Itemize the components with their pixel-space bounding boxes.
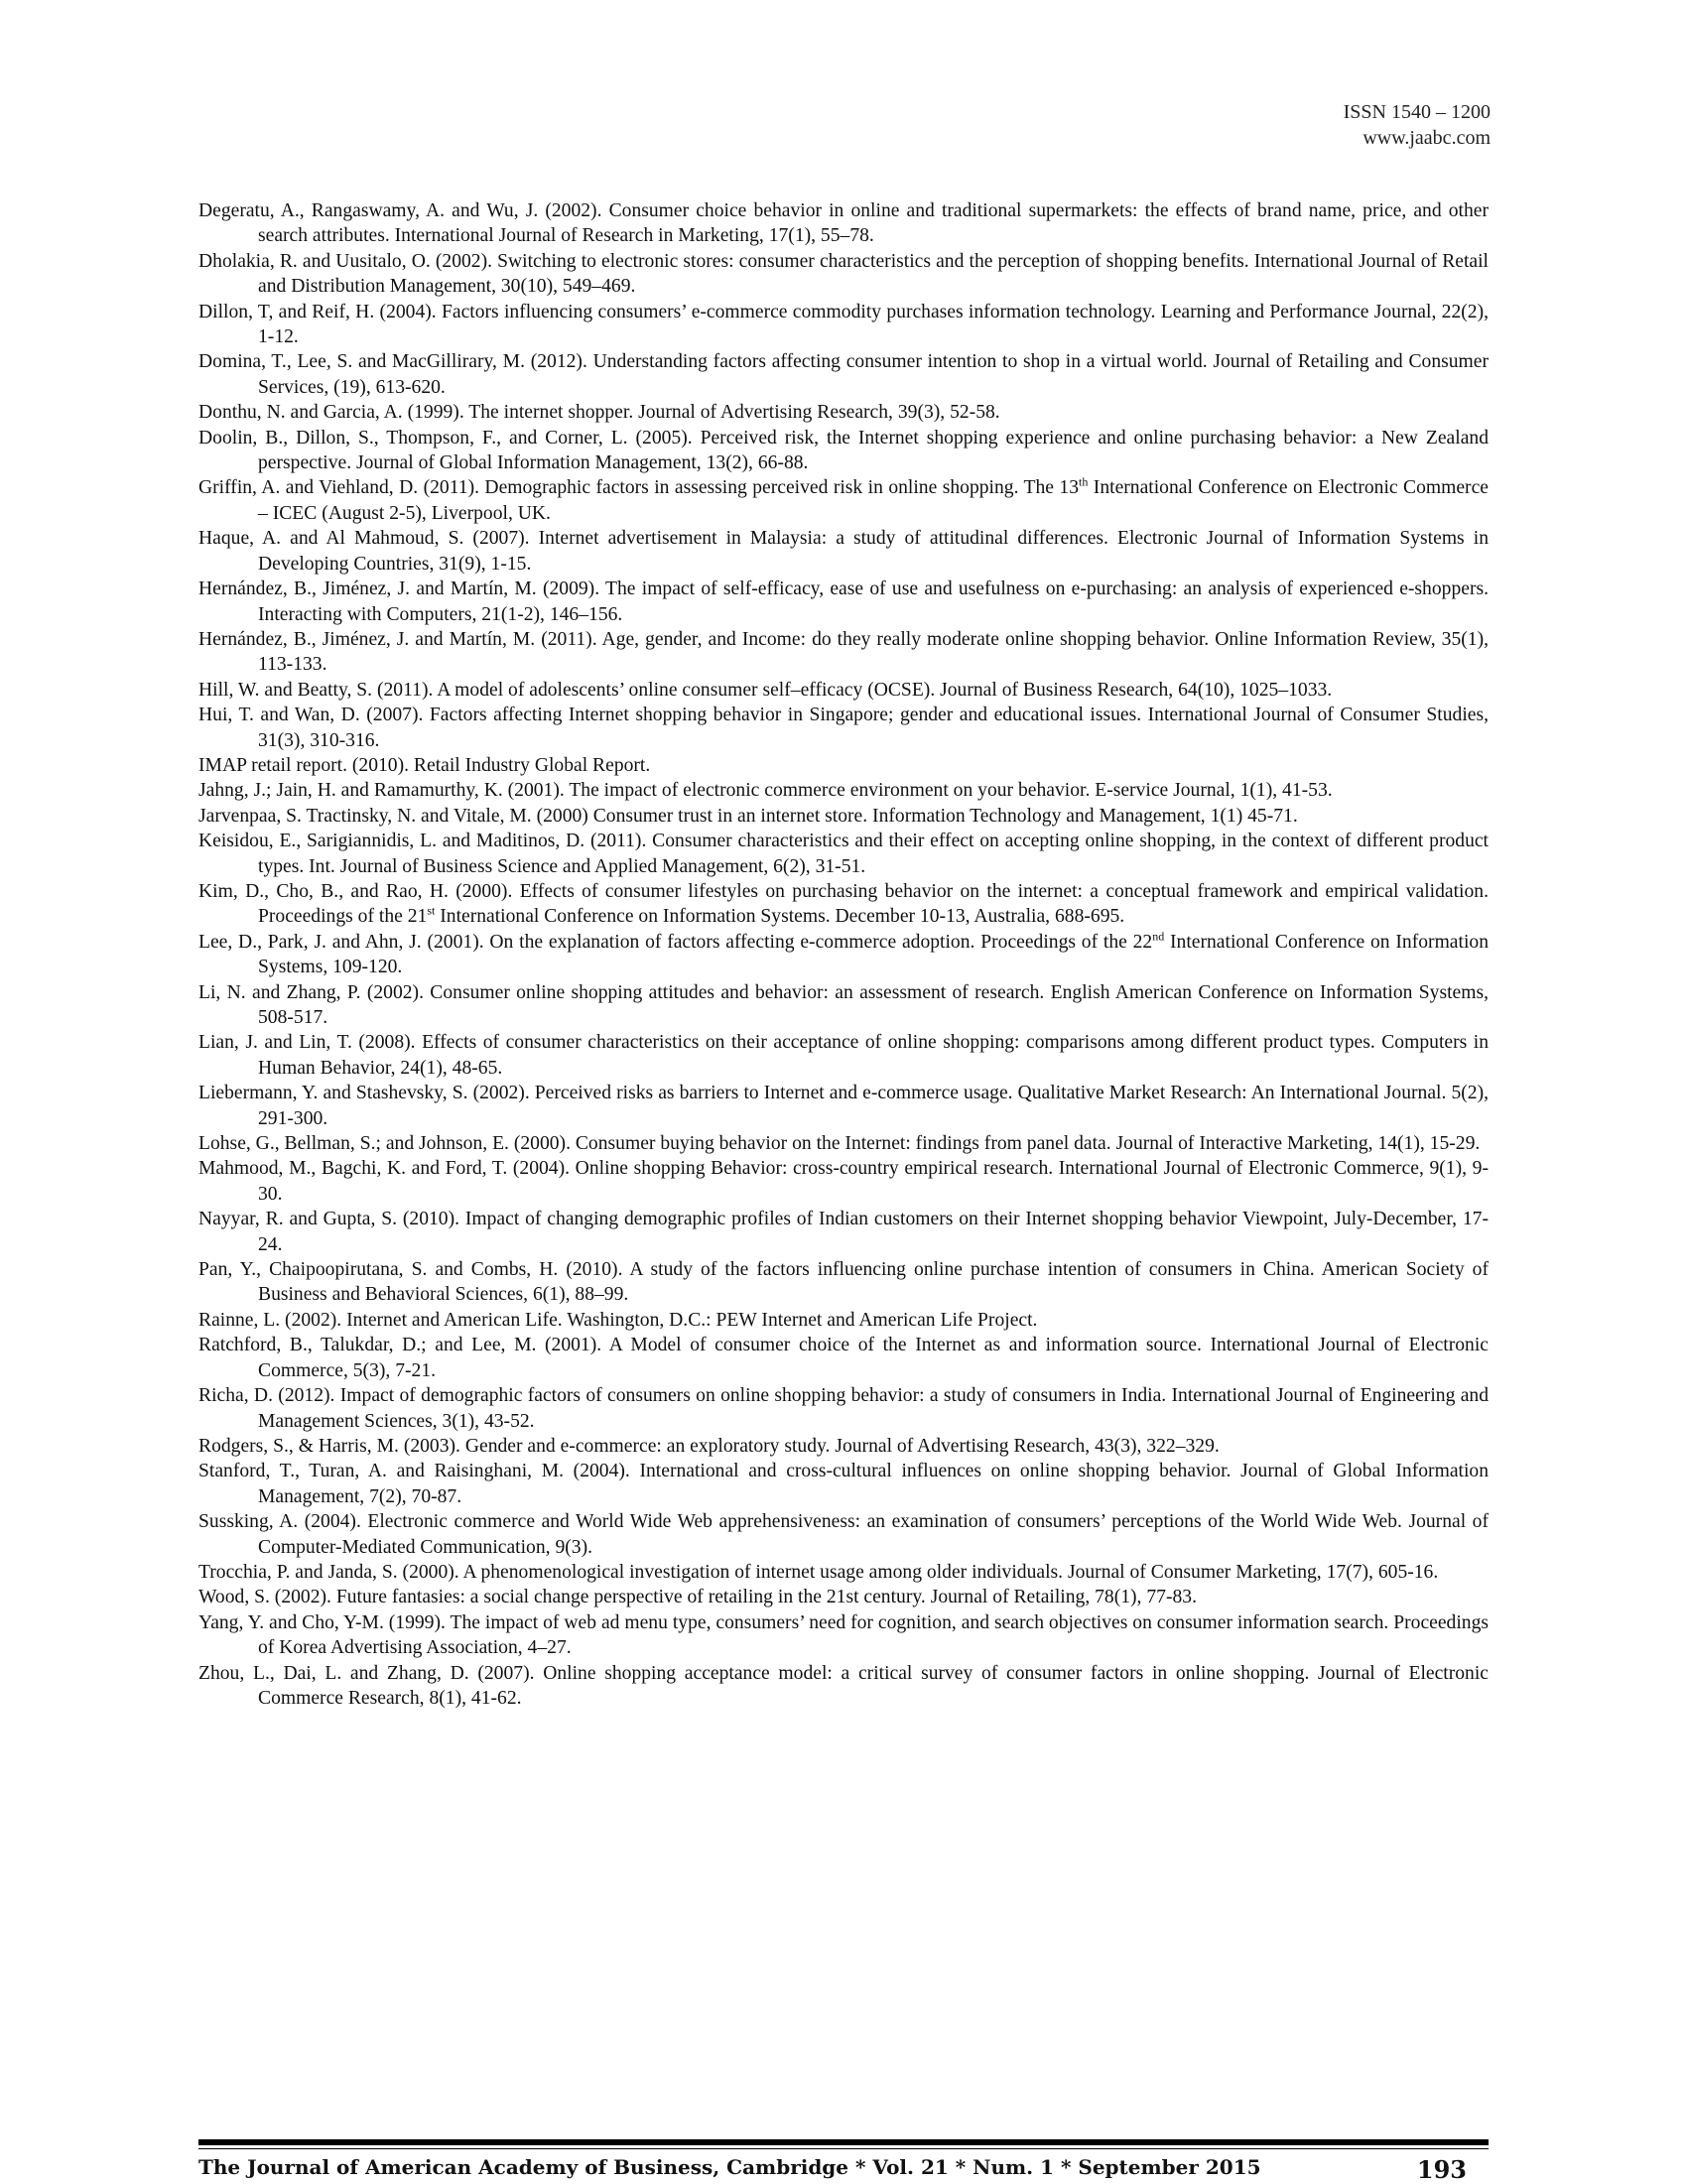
reference-text: Lohse, G., Bellman, S.; and Johnson, E. (2000). Consumer buying behavior on the Internet: findings from panel data. Journal of Interactive Marketing, 14(1), 15-29.: [198, 1133, 1481, 1155]
reference-item: [198, 879, 1489, 930]
reference-item: [198, 1585, 1489, 1609]
reference-item: [198, 249, 1489, 300]
reference-text: Nayyar, R. and Gupta, S. (2010). Impact of changing demographic profiles of Indian customers on their Internet shopping behavior Viewpoint, July-December, 17-24.: [198, 1209, 1489, 1255]
reference-item: [198, 1459, 1489, 1509]
reference-item: [198, 1383, 1489, 1434]
reference-text: Stanford, T., Turan, A. and Raisinghani, M. (2004). International and cross-cultural influences on online shopping behavior. Journal of Global Information Management, 7(2), 70-87.: [198, 1461, 1489, 1507]
reference-item: [198, 980, 1489, 1031]
reference-item: [198, 1131, 1489, 1156]
reference-text: Hui, T. and Wan, D. (2007). Factors affecting Internet shopping behavior in Singapore; gender and educational issues. International Journal of Consumer Studies, 31(3), 310-316.: [198, 705, 1489, 751]
reference-text: Donthu, N. and Garcia, A. (1999). The internet shopper. Journal of Advertising Research, 39(3), 52-58.: [198, 402, 1000, 424]
reference-superscript: th: [1079, 474, 1089, 489]
reference-text: Lee, D., Park, J. and Ahn, J. (2001). On the explanation of factors affecting e-commerce adoption. Proceedings of the 22: [198, 931, 1153, 953]
reference-text: Richa, D. (2012). Impact of demographic factors of consumers on online shopping behavior: a study of consumers in India. International Journal of Engineering and Management Sciences, 3(1), 43-52.: [198, 1385, 1489, 1432]
reference-text: IMAP retail report. (2010). Retail Industry Global Report.: [198, 754, 651, 776]
reference-item: [198, 1030, 1489, 1081]
reference-item: [198, 778, 1489, 803]
reference-item: [198, 1308, 1489, 1333]
reference-text: Pan, Y., Chaipoopirutana, S. and Combs, H. (2010). A study of the factors influencing online purchase intention of consumers in China. American Society of Business and Behavioral Sciences, 6(1), 88–99.: [198, 1259, 1489, 1306]
reference-item: [198, 753, 1489, 778]
reference-item: [198, 1661, 1489, 1712]
reference-item: [198, 349, 1489, 400]
reference-text: Sussking, A. (2004). Electronic commerce and World Wide Web apprehensiveness: an examination of consumers’ perceptions of the World Wide Web. Journal of Computer-Mediated Communication, 9(3).: [198, 1511, 1489, 1558]
reference-item: [198, 1610, 1489, 1661]
reference-item: [198, 1156, 1489, 1207]
reference-text: Zhou, L., Dai, L. and Zhang, D. (2007). Online shopping acceptance model: a critical survey of consumer factors in online shopping. Journal of Electronic Commerce Research, 8(1), 41-62.: [198, 1662, 1489, 1709]
reference-item: [198, 627, 1489, 678]
reference-text: Mahmood, M., Bagchi, K. and Ford, T. (2004). Online shopping Behavior: cross-country empirical research. International Journal of Electronic Commerce, 9(1), 9-30.: [198, 1158, 1489, 1205]
reference-text: Degeratu, A., Rangaswamy, A. and Wu, J. (2002). Consumer choice behavior in online and traditional supermarkets: the effects of brand name, price, and other search attributes. International Journal of Research in Marketing, 17(1), 55–78.: [198, 200, 1489, 247]
reference-item: [198, 1509, 1489, 1560]
reference-text: Jarvenpaa, S. Tractinsky, N. and Vitale, M. (2000) Consumer trust in an internet store. Information Technology and Management, 1(1) 45-71.: [198, 805, 1298, 827]
website-label: www.jaabc.com: [1363, 127, 1491, 149]
reference-text: Li, N. and Zhang, P. (2002). Consumer online shopping attitudes and behavior: an assessment of research. English American Conference on Information Systems, 508-517.: [198, 981, 1489, 1028]
reference-item: [198, 1333, 1489, 1383]
reference-item: [198, 526, 1489, 577]
reference-text: Jahng, J.; Jain, H. and Ramamurthy, K. (2001). The impact of electronic commerce environment on your behavior. E-service Journal, 1(1), 41-53.: [198, 780, 1333, 802]
reference-text: Hernández, B., Jiménez, J. and Martín, M. (2009). The impact of self-efficacy, ease of use and usefulness on e-purchasing: an analysis of experienced e-shoppers. Interacting with Computers, 21(1-2), 146–156.: [198, 578, 1489, 625]
reference-list: [198, 198, 1489, 1711]
reference-item: [198, 426, 1489, 476]
reference-text: Keisidou, E., Sarigiannidis, L. and Maditinos, D. (2011). Consumer characteristics and their effect on accepting online shopping, in the context of different product types. Int. Journal of Business Science and Applied Management, 6(2), 31-51.: [198, 831, 1489, 877]
reference-item: [198, 1081, 1489, 1131]
reference-text: Trocchia, P. and Janda, S. (2000). A phenomenological investigation of internet usage among older individuals. Journal of Consumer Marketing, 17(7), 605-16.: [198, 1561, 1439, 1583]
reference-text: Griffin, A. and Viehland, D. (2011). Demographic factors in assessing perceived risk in online shopping. The 13: [198, 477, 1080, 499]
reference-item: [198, 300, 1489, 350]
reference-text: Dillon, T, and Reif, H. (2004). Factors influencing consumers’ e-commerce commodity purchases information technology. Learning and Performance Journal, 22(2), 1-12.: [198, 301, 1489, 348]
reference-item: [198, 198, 1489, 249]
reference-text: Liebermann, Y. and Stashevsky, S. (2002). Perceived risks as barriers to Internet and e-commerce usage. Qualitative Market Research: An International Journal. 5(2), 291-300.: [198, 1083, 1489, 1129]
footer-rule-thick: [198, 2139, 1489, 2145]
reference-item: [198, 678, 1489, 703]
reference-text: Lian, J. and Lin, T. (2008). Effects of consumer characteristics on their acceptance of online shopping: comparisons among different product types. Computers in Human Behavior, 24(1), 48-65.: [198, 1032, 1489, 1079]
reference-text-continued: International Conference on Information Systems. December 10-13, Australia, 688-695.: [435, 906, 1125, 928]
reference-item: [198, 829, 1489, 879]
reference-item: [198, 930, 1489, 980]
reference-text: Rodgers, S., & Harris, M. (2003). Gender and e-commerce: an exploratory study. Journal of Advertising Research, 43(3), 322–329.: [198, 1435, 1220, 1457]
page-header: [1344, 99, 1491, 151]
reference-item: [198, 1560, 1489, 1585]
reference-text: Haque, A. and Al Mahmoud, S. (2007). Internet advertisement in Malaysia: a study of attitudinal differences. Electronic Journal of Information Systems in Developing Countries, 31(9), 1-15.: [198, 528, 1489, 575]
reference-item: [198, 804, 1489, 829]
journal-title: The Journal of American Academy of Business, Cambridge * Vol. 21 * Num. 1 * September 2015: [198, 2155, 1261, 2179]
reference-text-continued: International Conference on Information Systems, 109-120.: [258, 931, 1489, 978]
reference-text: Yang, Y. and Cho, Y-M. (1999). The impact of web ad menu type, consumers’ need for cognition, and search objectives on consumer information search. Proceedings of Korea Advertising Association, 4–27.: [198, 1611, 1489, 1659]
issn-label: ISSN 1540 – 1200: [1343, 101, 1491, 123]
reference-item: [198, 1257, 1489, 1308]
page-number: 193: [1416, 2155, 1467, 2184]
page-footer: [198, 2139, 1489, 2183]
reference-text: Ratchford, B., Talukdar, D.; and Lee, M. (2001). A Model of consumer choice of the Internet as and information source. International Journal of Electronic Commerce, 5(3), 7-21.: [198, 1335, 1489, 1381]
reference-text: Hernández, B., Jiménez, J. and Martín, M. (2011). Age, gender, and Income: do they really moderate online shopping behavior. Online Information Review, 35(1), 113-133.: [198, 628, 1489, 676]
reference-item: [198, 400, 1489, 425]
reference-text: Domina, T., Lee, S. and MacGillirary, M. (2012). Understanding factors affecting consumer intention to shop in a virtual world. Journal of Retailing and Consumer Services, (19), 613-620.: [198, 351, 1489, 398]
reference-text-continued: International Conference on Electronic Commerce – ICEC (August 2-5), Liverpool, UK.: [258, 477, 1489, 524]
reference-item: [198, 1434, 1489, 1459]
reference-text: Dholakia, R. and Uusitalo, O. (2002). Switching to electronic stores: consumer characteristics and the perception of shopping benefits. International Journal of Retail and Distribution Management, 30(10), 549–469.: [198, 250, 1489, 298]
reference-superscript: st: [427, 903, 436, 918]
reference-item: [198, 475, 1489, 526]
reference-item: [198, 1207, 1489, 1257]
reference-item: [198, 577, 1489, 627]
reference-text: Wood, S. (2002). Future fantasies: a social change perspective of retailing in the 21st century. Journal of Retailing, 78(1), 77-83.: [198, 1587, 1197, 1608]
reference-text: Doolin, B., Dillon, S., Thompson, F., and Corner, L. (2005). Perceived risk, the Internet shopping experience and online purchasing behavior: a New Zealand perspective. Journal of Global Information Management, 13(2), 66-88.: [198, 427, 1489, 474]
reference-text: Rainne, L. (2002). Internet and American Life. Washington, D.C.: PEW Internet and American Life Project.: [198, 1309, 1038, 1331]
reference-text: Kim, D., Cho, B., and Rao, H. (2000). Effects of consumer lifestyles on purchasing behavior on the internet: a conceptual framework and empirical validation. Proceedings of the 21: [198, 880, 1489, 928]
reference-text: Hill, W. and Beatty, S. (2011). A model of adolescents’ online consumer self–efficacy (OCSE). Journal of Business Research, 64(10), 1025–1033.: [198, 679, 1333, 701]
reference-superscript: nd: [1152, 929, 1165, 944]
reference-item: [198, 703, 1489, 753]
